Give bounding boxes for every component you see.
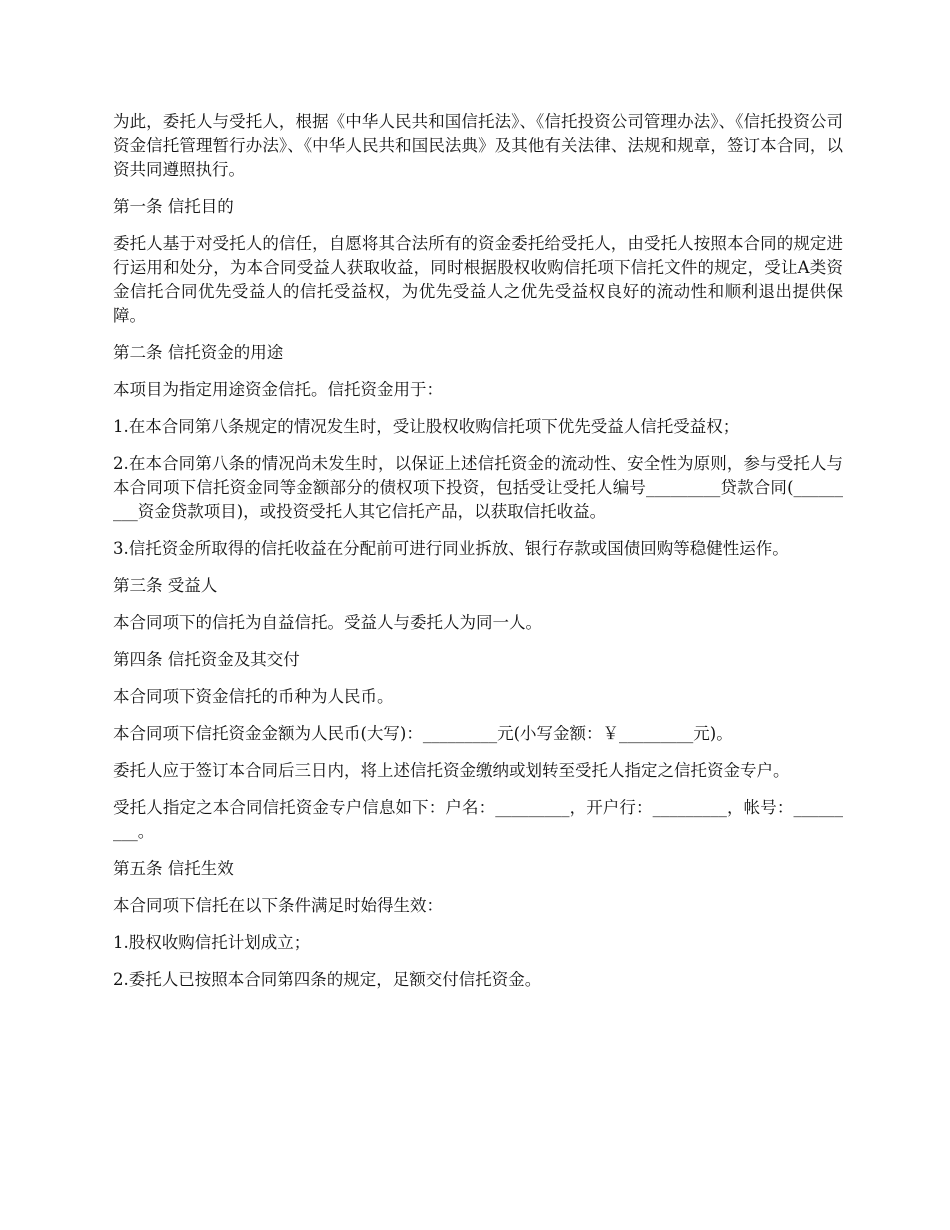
article-3-heading: 第三条 受益人 — [113, 576, 218, 595]
article-4-heading: 第四条 信托资金及其交付 — [113, 650, 300, 669]
article-5-heading: 第五条 信托生效 — [113, 859, 234, 878]
article-2-item-2: 2.在本合同第八条的情况尚未发生时，以保证上述信托资金的流动性、安全性为原则，参与受托人与本合同项下信托资金同等金额部分的债权项下投资，包括受让受托人编号_________贷款合同(_________资金贷款项目)，或投资受托人其它信托产品，以获取信托收益。 — [113, 454, 843, 521]
preamble-paragraph: 为此，委托人与受托人，根据《中华人民共和国信托法》、《信托投资公司管理办法》、《信托投资公司资金信托管理暂行办法》、《中华人民共和国民法典》及其他有关法律、法规和规章，签订本合同，以资共同遵照执行。 — [113, 112, 843, 179]
document-body — [113, 110, 843, 1005]
article-4-account-info: 受托人指定之本合同信托资金专户信息如下：户名：_________，开户行：_________，帐号：_________。 — [113, 798, 843, 841]
article-2-intro: 本项目为指定用途资金信托。信托资金用于： — [113, 380, 443, 399]
article-1-body: 委托人基于对受托人的信任，自愿将其合法所有的资金委托给受托人，由受托人按照本合同的规定进行运用和处分，为本合同受益人获取收益，同时根据股权收购信托项下信托文件的规定，受让A类资金信托合同优先受益人的信托受益权，为优先受益人之优先受益权良好的流动性和顺利退出提供保障。 — [113, 234, 843, 325]
article-2-item-1: 1.在本合同第八条规定的情况发生时，受让股权收购信托项下优先受益人信托受益权； — [113, 417, 740, 436]
article-5-item-2: 2.委托人已按照本合同第四条的规定，足额交付信托资金。 — [113, 970, 542, 989]
article-2-item-3: 3.信托资金所取得的信托收益在分配前可进行同业拆放、银行存款或国债回购等稳健性运作。 — [113, 539, 789, 558]
article-4-amount: 本合同项下信托资金金额为人民币(大写)：_________元(小写金额：￥_________元)。 — [113, 724, 733, 743]
article-4-payment: 委托人应于签订本合同后三日内，将上述信托资金缴纳或划转至受托人指定之信托资金专户。 — [113, 761, 790, 780]
article-5-intro: 本合同项下信托在以下条件满足时始得生效： — [113, 896, 443, 915]
article-2-heading: 第二条 信托资金的用途 — [113, 343, 284, 362]
article-5-item-1: 1.股权收购信托计划成立； — [113, 933, 311, 952]
article-4-currency: 本合同项下资金信托的币种为人民币。 — [113, 687, 394, 706]
article-3-body: 本合同项下的信托为自益信托。受益人与委托人为同一人。 — [113, 613, 542, 632]
article-1-heading: 第一条 信托目的 — [113, 197, 234, 216]
